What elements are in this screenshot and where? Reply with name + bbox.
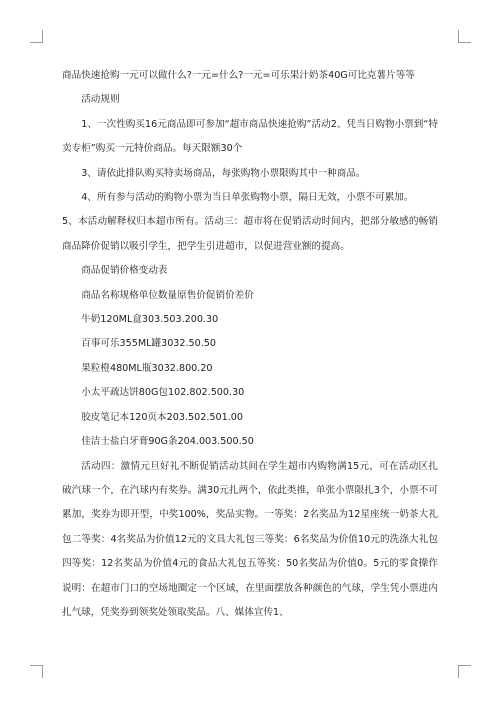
crop-mark-bottom-right: [458, 665, 471, 678]
price-row-milk: 牛奶120ML盒303.503.200.30: [81, 314, 219, 326]
price-row-pepsi: 百事可乐355ML罐3032.50.50: [81, 338, 217, 350]
price-table-header: 商品名称规格单位数量原售价促销价差价: [81, 289, 254, 301]
rule-5-activity-3: 5、本活动解释权归本超市所有。活动三：超市将在促销活动时间内，把部分敏感的畅销商品降价促销以吸引学生，把学生引进超市，以促进营业额的提高。: [62, 216, 438, 252]
price-row-notebook: 胶皮笔记本120页本203.502.501.00: [81, 411, 243, 423]
activity-4: 活动四：激情元旦好礼不断促销活动其间在学生超市内购物满15元，可在活动区扎破汽球一个，在汽球内有奖券。满30元扎两个，依此类推，单张小票限扎3个，小票不可累加，奖券为即开型，中奖100%，奖品实物。一等奖：2名奖品为12星座统一奶茶大礼包二等奖：4名奖品为价值12元的文具大礼包三等奖：6名奖品为价值10元的洗涤大礼包四等奖：12名奖品为价值4元的食品大礼包五等奖：50名奖品为价值0。5元的零食操作说明：在超市门口的空场地圈定一个区域，在里面摆放各种颜色的气球，学生凭小票进内扎气球，凭奖券到领奖处领取奖品。八、媒体宣传1、: [62, 460, 438, 618]
document-body: [62, 64, 438, 625]
price-row-biscuit: 小太平疏达饼80G包102.802.500.30: [81, 387, 245, 399]
intro-line: 商品快速抢购一元可以做什么?一元=什么?一元=可乐果汁奶茶40G可比克薯片等等: [62, 70, 415, 81]
rule-3: 3、请依此排队购买特卖场商品，每张购物小票限购其中一种商品。: [81, 167, 366, 179]
rule-1-2: 1、一次性购买16元商品即可参加“超市商品快速抢购”活动2、凭当日购物小票到“特卖专柜”购买一元特价商品。每天限额30个: [62, 118, 438, 155]
price-table-title: 商品促销价格变动表: [81, 265, 168, 277]
rules-heading: 活动规则: [81, 94, 120, 106]
crop-mark-top-right: [458, 30, 471, 43]
crop-mark-bottom-left: [30, 665, 43, 678]
rule-4: 4、所有参与活动的购物小票为当日单张购物小票，隔日无效，小票不可累加。: [81, 192, 414, 204]
price-row-toothpaste: 佳洁士盐白牙膏90G条204.003.500.50: [81, 436, 254, 448]
crop-mark-top-left: [30, 30, 43, 43]
price-row-orange: 果粒橙480ML瓶3032.800.20: [81, 362, 213, 374]
